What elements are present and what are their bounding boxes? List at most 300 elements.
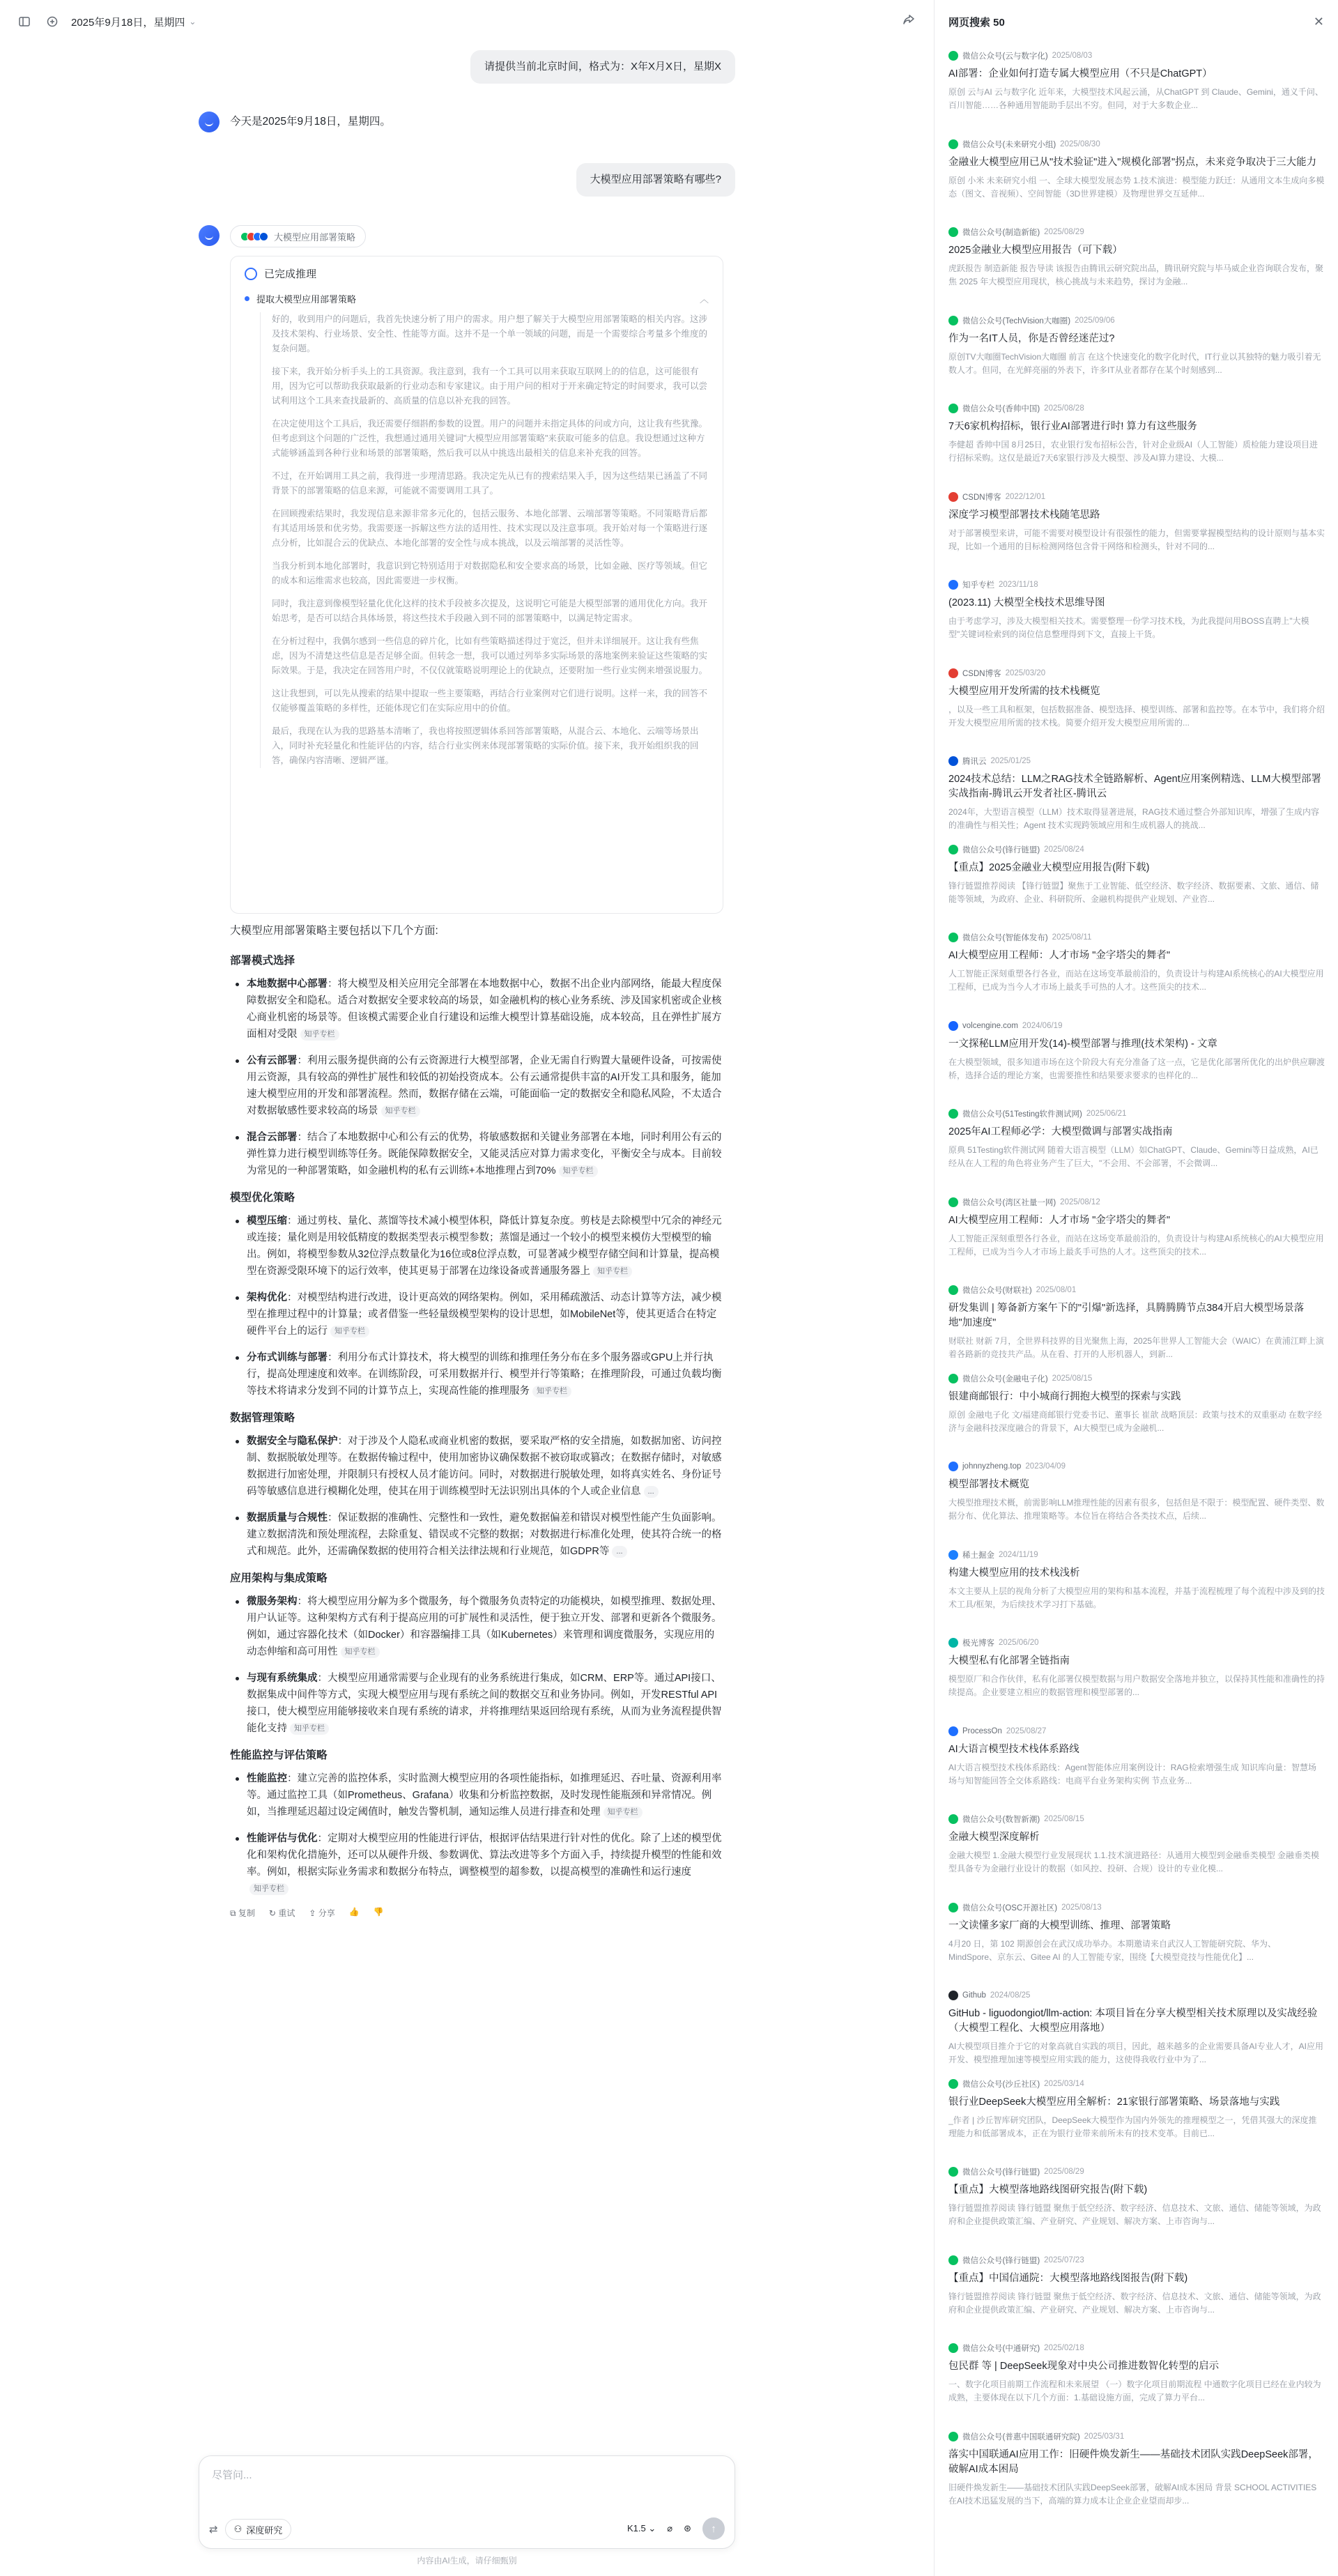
reasoning-panel — [230, 256, 723, 914]
result-source — [948, 2078, 1325, 2090]
result-title[interactable]: 一文探秘LLM应用开发(14)-模型部署与推理(技术架构) - 文章 — [948, 1038, 1217, 1050]
source-favicon-icon — [948, 1021, 958, 1031]
section-heading: 模型优化策略 — [230, 1192, 295, 1204]
result-title[interactable]: 深度学习模型部署技术栈随笔思路 — [948, 509, 1100, 521]
composer — [199, 2455, 735, 2549]
result-date: 2025/08/30 — [1060, 139, 1100, 148]
result-title[interactable]: GitHub - liguodongiot/llm-action: 本项目旨在分享大模型相关技术原理以及实战经验（大模型工程化、大模型应用落地） — [948, 2008, 1318, 2034]
result-source — [948, 579, 1325, 590]
section-list — [230, 1593, 723, 1737]
source-favicon-icon — [948, 51, 958, 61]
result-source — [948, 1990, 1325, 2001]
result-date: 2025/08/12 — [1060, 1197, 1100, 1206]
result-source — [948, 1902, 1325, 1913]
source-favicon-icon — [948, 933, 958, 942]
item-text: ：将大模型及相关应用完全部署在本地数据中心，数据不出企业内部网络，能最大程度保障数据安全和隐私。适合对数据安全要求较高的场景，如金融机构的核心业务系统、涉及国家机密或企业核心商业机密的场景等。但该模式需要企业自行建设和运维大模型计算基础设施，成本较高，且在弹性扩展方面相对受限 — [247, 979, 722, 1040]
source-name: 微信公众号(普惠中国联通研究院) — [962, 2432, 1080, 2441]
reasoning-paragraph: 接下来，我开始分析手头上的工具资源。我注意到，我有一个工具可以用来获取互联网上的的信息，这可能很有用，因为它可以帮助我获取最新的行业动态和专家建议。由于用户问的相对于开来确定特定的时间要求，我可以尝试利用这个工具来查找最新的、高质量的信息以补充我的回答。 — [272, 367, 708, 406]
result-title[interactable]: 【重点】中国信通院：大模型落地路线图报告(附下载) — [948, 2272, 1188, 2284]
search-result-item[interactable] — [948, 925, 1325, 1013]
send-button[interactable]: ↑ — [702, 2517, 725, 2540]
search-result-item[interactable] — [948, 396, 1325, 484]
source-name: 微信公众号(智能体发布) — [962, 934, 1048, 942]
search-result-item[interactable] — [948, 2248, 1325, 2336]
result-title[interactable]: 大模型私有化部署全链指南 — [948, 1655, 1070, 1666]
reasoning-status: 已完成推理 — [264, 268, 317, 280]
citation-chip[interactable]: 知乎专栏 — [290, 1723, 329, 1735]
source-name: 微信公众号(制造新能) — [962, 229, 1040, 237]
source-name: 微信公众号(云与数字化) — [962, 52, 1048, 61]
source-name: 微信公众号(数智新潮) — [962, 1816, 1040, 1824]
result-source — [948, 50, 1325, 61]
citation-chip[interactable]: 知乎专栏 — [559, 1165, 598, 1177]
source-favicon-icon — [948, 2343, 958, 2353]
item-heading: 性能监控 — [247, 1773, 287, 1784]
search-result-item[interactable] — [948, 1366, 1325, 1455]
result-snippet: 锋行链盟推荐阅读 【锋行链盟】聚焦于工业智能、低空经济、数字经济、数据要素、文旅、通信、储能等领域，为政府、企业、科研院所、金融机构提供产业规划、产业咨... — [948, 880, 1319, 904]
source-favicon-icon — [948, 1285, 958, 1295]
chevron-down-icon[interactable]: ⌄ — [189, 17, 197, 26]
result-snippet: 大模型推理技术概，前需影响LLM推理性能的因素有很多，包括但是不限于：模型配置、硬件类型、数据分布、优化算法、推理策略等。本位旨在将结合各类技术点，后续... — [948, 1498, 1325, 1521]
reasoning-paragraph: 当我分析到本地化部署时，我意识到它特别适用于对数据隐私和安全要求高的场景，比如金融、医疗等领域。但它的成本和运维需求也较高，因此需要进一步权衡。 — [272, 561, 708, 585]
source-favicon-icon — [948, 404, 958, 413]
result-date: 2025/08/28 — [1044, 404, 1084, 413]
result-title[interactable]: 【重点】2025金融业大模型应用报告(附下载) — [948, 861, 1150, 873]
result-snippet: AI大模型项目推介于它的对象高就自实践的项目，因此，越来越多的企业需要具备AI专业人才，AI应用开发、模型推理加速等模型应用实践的能力，这使得我收行业中为了... — [948, 2041, 1324, 2064]
search-result-item[interactable] — [948, 1190, 1325, 1278]
result-source — [948, 1461, 1325, 1472]
result-source — [948, 1373, 1325, 1384]
section-list — [230, 1213, 723, 1400]
attach-icon[interactable]: ⌀ — [667, 2523, 673, 2533]
answer-sections — [230, 952, 723, 1897]
citation-chip[interactable]: 知乎专栏 — [603, 1807, 643, 1818]
list-item — [230, 1593, 723, 1660]
result-title[interactable]: 2024技术总结：LLM之RAG技术全链路解析、Agent应用案例精选、LLM大模型部署实战指南-腾讯云开发者社区-腾讯云 — [948, 774, 1321, 799]
search-result-item[interactable] — [948, 1542, 1325, 1631]
source-favicon-icon — [948, 1991, 958, 2000]
item-text: ：结合了本地数据中心和公有云的优势，将敏感数据和关键业务部署在本地，同时利用公有云的弹性算力进行模型训练等任务。既能保障数据安全，又能灵活应对算力需求变化，平衡安全与成本。目前较为常见的一种部署策略，如金融机构的私有云训练+本地推理占到70% — [247, 1132, 722, 1176]
result-source — [948, 932, 1325, 943]
search-result-item[interactable] — [948, 749, 1325, 837]
source-name: 微信公众号(未来研究小组) — [962, 140, 1056, 149]
source-favicon-icon — [948, 2432, 958, 2441]
result-date: 2025/06/20 — [999, 1639, 1039, 1647]
reasoning-paragraph: 同时，我注意到像模型轻量化优化这样的技术手段被多次提及，这说明它可能是大模型部署的通用优化方向。我开始思考，是否可以结合具体场景，将这些技术手段融入到不同的部署策略中，以满足特定需求。 — [272, 599, 708, 623]
result-date: 2025/08/24 — [1044, 845, 1084, 854]
result-date: 2025/08/15 — [1044, 1815, 1084, 1823]
source-name: 极光博客 — [962, 1639, 994, 1648]
share-label: 分享 — [318, 1908, 335, 1918]
result-title[interactable]: 【重点】大模型落地路线图研究报告(附下载) — [948, 2184, 1148, 2195]
source-favicon-icon — [948, 1638, 958, 1648]
result-source — [948, 1020, 1325, 1032]
chevron-up-icon[interactable]: ︿ — [699, 294, 709, 305]
section-heading: 应用架构与集成策略 — [230, 1572, 328, 1584]
reasoning-paragraph: 在决定使用这个工具后，我还需要仔细斟酌参数的设置。用户的问题并未指定具体的问或方向，这让我有些犹豫。但考虑到这个问题的广泛性，我想通过通用关键词"大模型应用部署策略"来获取可能多的信息。我设想通过这种方式能够涵盖到各种行业和场景的部署策略，然后我可以从中挑选出最相关的信息来补充我的回答。 — [272, 419, 708, 458]
result-date: 2025/06/21 — [1086, 1110, 1127, 1118]
list-item — [230, 1289, 723, 1340]
item-text: ：将大模型应用分解为多个微服务，每个微服务负责特定的功能模块，如模型推理、数据处理、用户认证等。这种架构方式有利于提高应用的可扩展性和灵活性，便于独立开发、部署和更新各个微服务。例如，通过容器化技术（如Docker）和容器编排工具（如Kubernetes）来管理和调度微服务，实现应用的动态伸缩和高可用性 — [247, 1596, 722, 1657]
step-dot-icon — [245, 296, 249, 301]
result-snippet: AI大语言模型技术栈体系路线：Agent智能体应用案例设计：RAG检索增强生成 知识库向量：智慧场场与知智能回答全交体系路线：电商平台业务架构实例 节点业务... — [948, 1762, 1317, 1786]
result-snippet: 对于部署模型来讲，可能不需要对模型设计有很强性的能力，但需要掌握模型结构的设计原则与基本实现，比如一个通用的目标检测网络包含骨干网络和检测头，针对不同的... — [948, 528, 1325, 551]
result-date: 2022/12/01 — [1005, 492, 1046, 501]
search-result-item[interactable] — [948, 308, 1325, 397]
source-favicon-icon — [948, 492, 958, 502]
copy-button[interactable]: ⧉ 复制 — [230, 1908, 255, 1918]
reasoning-step[interactable] — [245, 292, 709, 305]
composer-controls — [209, 2519, 291, 2540]
citation-chip[interactable]: 知乎专栏 — [532, 1386, 571, 1397]
result-source — [948, 756, 1325, 767]
citation-chip[interactable]: ... — [612, 1546, 626, 1558]
search-panel — [934, 0, 1338, 2576]
top-bar — [0, 0, 934, 43]
result-title[interactable]: 银行业DeepSeek大模型应用全解析：21家银行部署策略、场景落地与实践 — [948, 2096, 1280, 2108]
search-result-item[interactable] — [948, 2424, 1325, 2513]
section-heading: 部署模式选择 — [230, 955, 295, 967]
result-title[interactable]: 落实中国联通AI应用工作：旧硬件焕发新生——基础技术团队实践DeepSeek部署，破解AI成本困局 — [948, 2448, 1318, 2475]
citation-chip[interactable]: 知乎专栏 — [593, 1266, 632, 1278]
list-item — [230, 1770, 723, 1820]
source-name: Github — [962, 1991, 986, 2000]
result-source — [948, 1814, 1325, 1825]
result-date: 2023/04/09 — [1025, 1462, 1066, 1471]
result-date: 2025/07/23 — [1044, 2255, 1084, 2264]
result-snippet: 人工智能正深刻重塑各行各业，而站在这场变革最前沿的，负责设计与构建AI系统核心的AI大模型应用工程师，已成为当今人才市场上最炙手可热的人才。这些顶尖的技术... — [948, 1233, 1324, 1257]
citation-chip[interactable]: ... — [644, 1486, 659, 1498]
message-input[interactable]: 尽管问... — [212, 2469, 252, 2481]
item-text: ：对模型结构进行改进，设计更高效的网络架构。例如，采用稀疏激活、动态计算等方法，减少模型在推理过程中的计算量；或者借鉴一些轻量级模型架构的设计思想，如MobileNet等，使其更适合在特定硬件平台上的运行 — [247, 1292, 722, 1337]
result-date: 2025/08/01 — [1036, 1286, 1077, 1294]
source-name: 微信公众号(OSC开源社区) — [962, 1903, 1058, 1912]
result-source — [948, 1285, 1325, 1296]
result-snippet: ，以及一些工具和框架，包括数据准备、模型选择、模型训练、部署和监控等。在本节中，我们将介绍开发大模型应用所需的技术栈。简要介绍开发大模型应用所需的... — [948, 704, 1325, 728]
user-message: 请提供当前北京时间，格式为：X年X月X日，星期X — [470, 50, 735, 84]
source-name: 微信公众号(锋行链盟) — [962, 2256, 1040, 2265]
result-source — [948, 2343, 1325, 2354]
disclaimer: 内容由AI生成，请仔细甄别 — [417, 2556, 517, 2566]
lightbulb-icon — [245, 268, 257, 280]
reasoning-header[interactable] — [245, 266, 709, 281]
source-name: 微信公众号(51Testing软件测试网) — [962, 1110, 1082, 1119]
source-favicon-icon — [948, 1374, 958, 1383]
item-heading: 与现有系统集成 — [247, 1673, 318, 1684]
source-favicon-icon — [948, 2079, 958, 2089]
list-item — [230, 1670, 723, 1737]
source-name: CSDN博客 — [962, 493, 1001, 502]
item-text: ：保证数据的准确性、完整性和一致性，避免数据偏差和错误对模型性能产生负面影响。建立数据清洗和预处理流程，去除重复、错误或不完整的数据；对数据进行标准化处理，使其符合统一的格式和规范。此外，还需确保数据的使用符合相关法律法规和行业规范，如GDPR等 — [247, 1512, 722, 1557]
mode-icon[interactable]: ⊛ — [684, 2523, 691, 2533]
search-result-item[interactable] — [948, 1895, 1325, 1984]
search-result-item[interactable] — [948, 837, 1325, 926]
result-date: 2025/08/27 — [1006, 1726, 1047, 1735]
section-list — [230, 1433, 723, 1560]
result-title[interactable]: 模型部署技术概览 — [948, 1479, 1029, 1490]
search-result-item[interactable] — [948, 1807, 1325, 1895]
source-name: 知乎专栏 — [962, 581, 994, 590]
citation-chip[interactable]: 知乎专栏 — [381, 1105, 420, 1117]
source-name: 微信公众号(锋行链盟) — [962, 2168, 1040, 2177]
result-snippet: 原创TV大咖圈TechVision大咖圈 前言 在这个快速变化的数字化时代，IT行业以其独特的魅力吸引着无数人才。但同，在光鲜亮丽的外表下，许多IT从业者都存在某个时刻感到... — [948, 351, 1321, 375]
item-text: ：定期对大模型应用的性能进行评估，根据评估结果进行针对性的优化。除了上述的模型优化和架构优化措施外，还可以从硬件升级、参数调优、算法改进等多个方面入手，持续提升模型的性能和效率。例如，根据实际业务需求和数据分布特点，调整模型的超参数，以提高模型的准确性和运行速度 — [247, 1833, 722, 1878]
result-source — [948, 668, 1325, 679]
result-snippet: 原创 金融电子化 文/福建商邮银行党委书记、董事长 崔歆 战略顶层：政策与技术的双重驱动 在数字经济与金融科技深度融合的背景下，AI大模型已成为金融机... — [948, 1409, 1323, 1433]
search-panel-title: 网页搜索 50 — [948, 16, 1005, 29]
result-source — [948, 315, 1325, 326]
search-result-item[interactable] — [948, 2159, 1325, 2248]
list-item — [230, 1433, 723, 1500]
result-date: 2025/03/31 — [1084, 2432, 1125, 2441]
result-snippet: 模型原厂和合作伙伴，私有化部署仅模型数据与用户数据安全落地并独立，以保持其性能和准确性的持续提高。企业要建立相应的数据管理和模型部署的... — [948, 1674, 1325, 1697]
list-item — [230, 1052, 723, 1119]
item-heading: 微服务架构 — [247, 1596, 298, 1607]
result-source — [948, 403, 1325, 414]
search-result-item[interactable] — [948, 1101, 1325, 1190]
item-heading: 公有云部署 — [247, 1055, 298, 1066]
source-favicon-icon — [948, 2167, 958, 2177]
result-source — [948, 1726, 1325, 1737]
result-title[interactable]: 研发集训 | 筹备新方案午下的"引爆"新选择，具腾腾腾节点384开启大模型场景落地"加速度" — [948, 1303, 1305, 1328]
result-title[interactable]: AI大模型应用工程师：人才市场 "金字塔尖的舞者" — [948, 1214, 1171, 1226]
citation-chip[interactable]: 知乎专栏 — [300, 1029, 339, 1041]
source-name: 微信公众号(沙丘社区) — [962, 2080, 1040, 2089]
result-title[interactable]: 2025年AI工程师必学：大模型微调与部署实战指南 — [948, 1126, 1173, 1137]
result-source — [948, 844, 1325, 855]
item-text: ：利用云服务提供商的公有云资源进行大模型部署，企业无需自行购置大量硬件设备，可按需使用云资源，具有较高的弹性扩展性和较低的初始投资成本。公有云通常提供丰富的AI开发工具和服务，能加速大模型应用的开发和部署流程。然而，数据存储在云端，可能面临一定的数据安全和隐私风险，不太适合对数据敏感性要求较高的场景 — [247, 1055, 722, 1117]
thumbs-up-icon[interactable]: 👍 — [348, 1907, 360, 1917]
source-favicon-icon — [948, 580, 958, 590]
retry-button[interactable]: ↻ 重试 — [268, 1908, 295, 1918]
list-item — [230, 976, 723, 1043]
search-result-item[interactable] — [948, 43, 1325, 132]
result-snippet: 财联社 财新 7月，全世界科技界的目光聚焦上海，2025年世界人工智能大会（WAIC）在黄浦江畔上演着各路新的竞技共产品。从在看、打开的人形机器人，到新... — [948, 1336, 1324, 1359]
result-date: 2025/09/06 — [1075, 316, 1115, 325]
result-snippet: 由于考虑学习，涉及大模型相关技术。需要整理一份学习技术栈，为此我提问用BOSS直聘上"大模型"关键词检索到的岗位信息整理得到下文，直接上干货。 — [948, 616, 1309, 639]
result-source — [948, 1108, 1325, 1119]
result-title[interactable]: 7天6家机构招标，银行业AI部署进行时! 算力有这些服务 — [948, 421, 1197, 432]
research-icon: ⚇ — [233, 2524, 243, 2534]
source-favicon-icon — [948, 668, 958, 678]
tools-icon[interactable]: ⇄ — [209, 2524, 218, 2536]
reasoning-paragraph: 这让我想到，可以先从搜索的结果中提取一些主要策略，再结合行业案例对它们进行说明。这样一来，我的回答不仅能够覆盖策略的多样性，还能体现它们在实际应用中的价值。 — [272, 689, 708, 713]
thumbs-down-icon[interactable]: 👎 — [373, 1907, 384, 1917]
result-snippet: 原创 小米 未来研究小组 一、全球大模型发展态势 1.技术演进：模型能力跃迁：从通用文本生成向多模态（图文、音视频）、空间智能（3D世界建模）及物理世界交互延伸... — [948, 175, 1325, 199]
source-name: ProcessOn — [962, 1726, 1002, 1735]
deep-research-label: 深度研究 — [246, 2524, 283, 2536]
search-result-item[interactable] — [948, 1719, 1325, 1807]
search-results — [935, 43, 1338, 2512]
deep-research-button[interactable] — [225, 2519, 292, 2540]
result-date: 2025/08/03 — [1052, 52, 1093, 60]
sidebar-toggle-icon[interactable] — [15, 13, 33, 31]
reasoning-step-label: 提取大模型应用部署策略 — [256, 294, 357, 305]
source-favicon-icon — [948, 1197, 958, 1207]
result-source — [948, 2431, 1325, 2442]
result-date: 2024/08/25 — [990, 1991, 1031, 2000]
list-item — [230, 1129, 723, 1179]
source-favicon-icon — [948, 845, 958, 854]
source-name: 微信公众号(湾区社量一网) — [962, 1198, 1056, 1207]
user-message: 大模型应用部署策略有哪些? — [576, 163, 735, 197]
new-chat-icon[interactable] — [43, 13, 61, 31]
search-result-item[interactable] — [948, 132, 1325, 220]
source-name: 腾讯云 — [962, 758, 987, 766]
result-source — [948, 227, 1325, 238]
share-icon[interactable] — [902, 13, 916, 30]
item-text: ：大模型应用通常需要与企业现有的业务系统进行集成，如CRM、ERP等。通过API接口、数据集成中间件等方式，实现大模型应用与现有系统之间的数据交互和业务协同。例如，开发RESTful API接口，使大模型应用能够接收来自现有系统的请求，并将推理结果返回给现有系统，从而为业务流程提供智能化支持 — [247, 1673, 722, 1734]
result-snippet: 本文主要从上层的视角分析了大模型应用的架构和基本流程，并基于流程梳理了每个流程中涉及到的技术工具/框架，为后续技术学习打下基础。 — [948, 1586, 1325, 1609]
result-date: 2025/08/15 — [1052, 1374, 1093, 1383]
result-source — [948, 491, 1325, 503]
result-source — [948, 1197, 1325, 1208]
list-item — [230, 1349, 723, 1400]
result-snippet: 虎跃报告 制造新能 报告导读 该报告由腾讯云研究院出品，腾讯研究院与毕马威企业咨询联合发布，聚焦 2025 年大模型应用现状，核心挑战与未来趋势，探讨为金融... — [948, 263, 1324, 286]
result-title[interactable]: AI部署：企业如何打造专属大模型应用（不只是ChatGPT） — [948, 68, 1213, 79]
result-title[interactable]: 构建大模型应用的技术栈浅析 — [948, 1567, 1080, 1579]
result-snippet: 一、数字化项目前期工作流程和未来展望 （一）数字化项目前期流程 中通数字化项目已经在业内较为成熟，主要体现在以下几个方面：1.基础设施方面，完成了算力平台... — [948, 2379, 1321, 2402]
result-snippet: 4月20 日，第 102 期源创会在武汉成功举办。本期邀请来自武汉人工智能研究院、华为、MindSpore、京东云、Gitee AI 的人工智能专家，围绕【大模型竞技与性能优化】... — [948, 1938, 1277, 1962]
source-name: johnnyzheng.top — [962, 1462, 1022, 1471]
result-snippet: 金融大模型 1.金融大模型行业发展现状 1.1.技术演进路径：从通用大模型到金融垂类模型 金融垂类模型具备专为金融行业设计的数据（如风控、投研、合规）设计的专业化模... — [948, 1850, 1320, 1873]
result-snippet: 在大模型领域，很多知道市场在这个阶段大有充分准备了这一点，它是优化部署所优化的出炉供应聊渡桥，选择合适的理论方案，也需要推性和结果要求要求的也样化的... — [948, 1057, 1325, 1080]
result-title[interactable]: 一文读懂多家厂商的大模型训练、推理、部署策略 — [948, 1919, 1171, 1931]
result-title[interactable]: AI大语言模型技术栈体系路线 — [948, 1743, 1079, 1755]
search-result-item[interactable] — [948, 1278, 1325, 1366]
composer-right — [627, 2517, 725, 2540]
result-snippet: 原创 云与AI 云与数字化 近年来，大模型技术风起云涌，从ChatGPT 到 Claude、Gemini，通义千问、百川智能……各种通用智能助手层出不穷。但同，对于大多数企业... — [948, 87, 1323, 110]
assistant-avatar — [199, 112, 220, 132]
list-item — [230, 1510, 723, 1560]
result-date: 2025/08/11 — [1052, 933, 1092, 942]
result-date: 2025/02/18 — [1044, 2344, 1084, 2352]
list-item — [230, 1213, 723, 1280]
assistant-message: 今天是2025年9月18日，星期四。 — [230, 116, 391, 128]
answer — [230, 917, 723, 1919]
result-snippet: 李健超 香帅中国 8月25日，农业银行发布招标公告，针对企业级AI（人工智能）质检能力建设项目进行招标采购。这仅是最近7天6家银行涉及大模型、涉及AI算力建设、大模... — [948, 440, 1318, 463]
result-title[interactable]: 2025金融业大模型应用报告（可下载） — [948, 245, 1123, 256]
result-date: 2024/11/19 — [999, 1550, 1038, 1559]
sources-label: 大模型应用部署策略 — [274, 231, 356, 243]
section-heading: 数据管理策略 — [230, 1412, 295, 1424]
result-title[interactable]: 包民群 等 | DeepSeek现象对中央公司推进数智化转型的启示 — [948, 2361, 1220, 2372]
source-favicon-icon — [948, 2255, 958, 2265]
source-favicon-icon — [948, 756, 958, 766]
search-result-item[interactable] — [948, 1630, 1325, 1719]
retry-label: 重试 — [278, 1908, 295, 1918]
answer-intro: 大模型应用部署策略主要包括以下几个方面: — [230, 925, 438, 937]
search-result-item[interactable] — [948, 484, 1325, 573]
item-heading: 性能评估与优化 — [247, 1833, 318, 1844]
reasoning-paragraph: 好的，收到用户的问题后，我首先快速分析了用户的需求。用户想了解关于大模型应用部署策略的相关内容。这涉及技术架构、行业场景、安全性、性能等方面。这并不是一个单一领域的问题，而是一个需要综合考量多个维度的复杂问题。 — [272, 314, 708, 353]
source-favicon-icon — [948, 1726, 958, 1736]
source-name: 微信公众号(金融电子化) — [962, 1374, 1048, 1383]
source-name: 稀土掘金 — [962, 1551, 994, 1560]
item-heading: 本地数据中心部署 — [247, 979, 328, 990]
result-title[interactable]: 大模型应用开发所需的技术栈概览 — [948, 685, 1100, 697]
source-favicon-icon — [948, 1550, 958, 1560]
reasoning-paragraph: 不过，在开始调用工具之前，我得进一步理清思路。我决定先从已有的搜索结果入手，因为这些结果已涵盖了不同背景下的部署策略的信息来源，可能就不需要调用工具了。 — [272, 471, 708, 496]
item-text: ：对于涉及个人隐私或商业机密的数据，要采取严格的安全措施，如数据加密、访问控制、数据脱敏处理等。在数据传输过程中，使用加密协议确保数据不被窃取或篡改；在数据存储时，对敏感数据进行加密处理，并限制只有授权人员才能访问。同时，对数据进行脱敏处理，如将真实姓名、身份证号码等敏感信息进行模糊化处理，使其在用于训练模型时无法识别出具体的个人或企业信息 — [247, 1436, 722, 1497]
result-title[interactable]: 金融大模型深度解析 — [948, 1832, 1040, 1843]
result-date: 2025/01/25 — [990, 757, 1031, 765]
source-favicon-icon — [948, 227, 958, 237]
search-result-item[interactable] — [948, 1454, 1325, 1542]
reasoning-paragraph: 最后，我现在认为我的思路基本清晰了，我也将按照逻辑体系回答部署策略，从混合云、本地化、云端等场景出入，同时补充轻量化和性能评估的内容，结合行业实例来体现部署策略的实际价值。接下来，我开始组织我的回答，确保内容清晰、逻辑严谨。 — [272, 726, 699, 765]
search-result-item[interactable] — [948, 1013, 1325, 1102]
source-favicon-icon — [948, 139, 958, 149]
result-title[interactable]: AI大模型应用工程师：人才市场 "金字塔尖的舞者" — [948, 950, 1171, 961]
result-date: 2025/03/20 — [1005, 668, 1046, 677]
source-favicon-icon — [948, 1462, 958, 1471]
assistant-avatar — [199, 225, 220, 246]
item-heading: 混合云部署 — [247, 1132, 298, 1143]
source-name: 微信公众号(中通研究) — [962, 2345, 1040, 2353]
citation-chip[interactable]: 知乎专栏 — [330, 1326, 369, 1337]
close-icon[interactable]: ✕ — [1313, 14, 1324, 29]
source-favicons — [240, 232, 268, 241]
source-favicon-icon — [948, 1109, 958, 1119]
search-result-item[interactable] — [948, 2336, 1325, 2424]
result-snippet: 锋行链盟推荐阅读 锋行链盟 聚焦于低空经济、数字经济、信息技术、文旅、通信、储能等领域，为政府和企业提供政策汇编、产业研究、产业规划、解决方案、上市咨询与... — [948, 2203, 1321, 2226]
section-list — [230, 1770, 723, 1897]
reasoning-body — [260, 312, 709, 768]
source-name: 微信公众号(TechVision大咖圈) — [962, 316, 1071, 325]
message-actions — [230, 1907, 723, 1919]
source-name: 微信公众号(锋行链盟) — [962, 845, 1040, 854]
item-heading: 分布式训练与部署 — [247, 1352, 328, 1363]
result-title[interactable]: 银建商邮银行：中小城商行拥抱大模型的探索与实践 — [948, 1390, 1181, 1402]
source-favicon-icon — [948, 1903, 958, 1912]
source-favicon-icon — [948, 316, 958, 325]
share-button[interactable]: ⇪ 分享 — [309, 1908, 335, 1918]
result-source — [948, 2255, 1325, 2266]
result-source — [948, 139, 1325, 150]
item-heading: 架构优化 — [247, 1292, 287, 1303]
search-result-item[interactable] — [948, 572, 1325, 661]
result-title[interactable]: 金融业大模型应用已从"技术验证"进入"规模化部署"拐点，未来竞争取决于三大能力 — [948, 156, 1317, 168]
source-name: 微信公众号(财联社) — [962, 1287, 1032, 1295]
result-snippet: 旧硬件焕发新生——基础技术团队实践DeepSeek部署，破解AI成本困局 背景 SCHOOL ACTIVITIES 在AI技术迅猛发展的当下，高端的算力成本让企业企业望而却步... — [948, 2482, 1317, 2506]
source-name: volcengine.com — [962, 1021, 1018, 1030]
result-source — [948, 1549, 1325, 1561]
model-selector[interactable]: K1.5 ⌄ — [627, 2523, 656, 2533]
result-title[interactable]: 作为一名IT人员，你是否曾经迷茫过? — [948, 332, 1115, 344]
result-date: 2025/03/14 — [1044, 2079, 1084, 2088]
item-text: ：通过剪枝、量化、蒸馏等技术减小模型体积，降低计算复杂度。剪枝是去除模型中冗余的神经元或连接；量化则是用较低精度的数据类型表示模型参数；蒸馏是通过一个较小的模型来模仿大型模型的输出。例如，将模型参数从32位浮点数量化为16位或8位浮点数，可显著减少模型存储空间和计算量，提高模型在资源受限环境下的运行效率，使其更易于部署在边缘设备或普通服务器上 — [247, 1216, 722, 1277]
result-date: 2025/08/13 — [1061, 1903, 1102, 1912]
result-date: 2025/08/29 — [1044, 228, 1084, 236]
chat-title-date[interactable]: 2025年9月18日，星期四 — [71, 16, 185, 29]
result-snippet: 原典 51Testing软件测试网 随着大语言模型（LLM）如ChatGPT、Claude、Gemini等日益成熟，AI已经从在人工程的角色将业务产生了巨大，"不会用、不会部署，不会微调... — [948, 1145, 1318, 1168]
item-text: ：利用分布式计算技术，将大模型的训练和推理任务分布在多个服务器或GPU上并行执行，提高处理速度和效率。在训练阶段，可采用数据并行、模型并行等策略；在推理阶段，可通过负载均衡等技术将请求分发到不同的计算节点上，实现高性能的推理服务 — [247, 1352, 722, 1397]
citation-chip[interactable]: 知乎专栏 — [341, 1646, 380, 1658]
reasoning-paragraph: 在回顾搜索结果时，我发现信息来源非常多元化的，包括云服务、本地化部署、云端部署等策略。不同策略背后都有其适用场景和优劣势。我需要逐一拆解这些方法的适用性、技术实现以及注意事项。我开始对每一个策略进行逐点分析，比如混合云的优缺点、本地化部署的安全性与成本挑战，以及云端部署的灵活性等。 — [272, 509, 708, 548]
search-result-item[interactable] — [948, 220, 1325, 308]
search-result-item[interactable] — [948, 661, 1325, 749]
model-label: K1.5 — [627, 2523, 646, 2533]
search-result-item[interactable] — [948, 2071, 1325, 2160]
result-snippet: _作者 | 沙丘智库研究团队，DeepSeek大模型作为国内外领先的推理模型之一，凭借其强大的深度推理能力和低部署成本，正在为银行业带来前所未有的技术变革。目前已... — [948, 2115, 1317, 2138]
item-text: ：建立完善的监控体系，实时监测大模型应用的各项性能指标，如推理延迟、吞吐量、资源利用率等。通过监控工具（如Prometheus、Grafana）收集和分析监控数据，及时发现性能瓶颈和异常情况。例如，当推理延迟超过设定阈值时，触发告警机制，通知运维人员进行排查和处理 — [247, 1773, 722, 1818]
citation-chip[interactable]: 知乎专栏 — [249, 1883, 289, 1895]
search-result-item[interactable] — [948, 1983, 1325, 2071]
result-date: 2025/08/29 — [1044, 2168, 1084, 2176]
sources-pill[interactable] — [230, 225, 366, 247]
result-title[interactable]: (2023.11) 大模型全栈技术思维导图 — [948, 597, 1105, 608]
result-source — [948, 2166, 1325, 2177]
